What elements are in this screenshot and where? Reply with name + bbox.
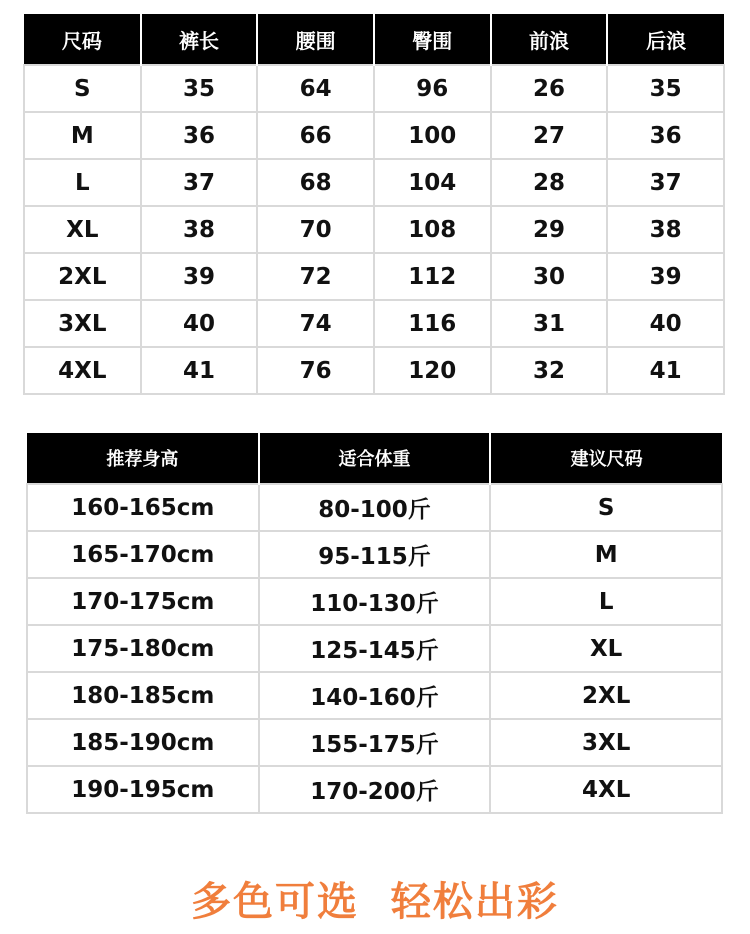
cell-size: 2XL [24, 253, 141, 300]
cell-back-rise: 36 [607, 112, 724, 159]
cell-weight: 125-145斤 [259, 625, 491, 672]
cell-size: XL [24, 206, 141, 253]
cell-suggested-size: 2XL [490, 672, 722, 719]
header-suitable-weight: 适合体重 [259, 433, 491, 484]
cell-pant-length: 35 [141, 65, 258, 112]
cell-pant-length: 40 [141, 300, 258, 347]
table-row [24, 347, 724, 394]
cell-height: 165-170cm [27, 531, 259, 578]
cell-waist: 70 [257, 206, 374, 253]
table-row [24, 65, 724, 112]
cell-front-rise: 31 [491, 300, 608, 347]
slogan-text: 多色可选 轻松出彩 [191, 879, 559, 925]
cell-size: L [24, 159, 141, 206]
table-row [27, 531, 722, 578]
cell-height: 170-175cm [27, 578, 259, 625]
cell-hip: 104 [374, 159, 491, 206]
cell-height: 190-195cm [27, 766, 259, 813]
cell-size: M [24, 112, 141, 159]
cell-hip: 112 [374, 253, 491, 300]
table-row [24, 300, 724, 347]
table-row [24, 206, 724, 253]
cell-waist: 66 [257, 112, 374, 159]
header-back-rise: 后浪 [607, 14, 724, 65]
table-row [27, 672, 722, 719]
cell-height: 185-190cm [27, 719, 259, 766]
cell-hip: 120 [374, 347, 491, 394]
table-row [27, 484, 722, 531]
rec-table-header-row [27, 433, 722, 484]
cell-back-rise: 41 [607, 347, 724, 394]
cell-pant-length: 38 [141, 206, 258, 253]
cell-height: 160-165cm [27, 484, 259, 531]
size-table-header-row [24, 14, 724, 65]
cell-front-rise: 27 [491, 112, 608, 159]
cell-pant-length: 37 [141, 159, 258, 206]
cell-waist: 74 [257, 300, 374, 347]
table-row [27, 578, 722, 625]
size-measurement-table [23, 14, 725, 395]
header-size: 尺码 [24, 14, 141, 65]
cell-weight: 95-115斤 [259, 531, 491, 578]
cell-suggested-size: XL [490, 625, 722, 672]
cell-suggested-size: 3XL [490, 719, 722, 766]
header-recommended-height: 推荐身高 [27, 433, 259, 484]
cell-waist: 72 [257, 253, 374, 300]
cell-front-rise: 28 [491, 159, 608, 206]
cell-back-rise: 40 [607, 300, 724, 347]
header-waist: 腰围 [257, 14, 374, 65]
table-row [24, 112, 724, 159]
cell-hip: 100 [374, 112, 491, 159]
header-pant-length: 裤长 [141, 14, 258, 65]
size-recommendation-table [26, 433, 723, 814]
cell-weight: 155-175斤 [259, 719, 491, 766]
table-row [24, 253, 724, 300]
cell-pant-length: 39 [141, 253, 258, 300]
table-row [24, 159, 724, 206]
cell-back-rise: 37 [607, 159, 724, 206]
cell-back-rise: 39 [607, 253, 724, 300]
cell-weight: 170-200斤 [259, 766, 491, 813]
cell-suggested-size: L [490, 578, 722, 625]
cell-hip: 116 [374, 300, 491, 347]
cell-back-rise: 38 [607, 206, 724, 253]
cell-weight: 140-160斤 [259, 672, 491, 719]
cell-back-rise: 35 [607, 65, 724, 112]
cell-size: S [24, 65, 141, 112]
cell-pant-length: 41 [141, 347, 258, 394]
cell-waist: 76 [257, 347, 374, 394]
cell-front-rise: 29 [491, 206, 608, 253]
table-row [27, 719, 722, 766]
table-row [27, 625, 722, 672]
cell-waist: 68 [257, 159, 374, 206]
cell-suggested-size: S [490, 484, 722, 531]
cell-hip: 96 [374, 65, 491, 112]
table-row [27, 766, 722, 813]
cell-size: 3XL [24, 300, 141, 347]
header-front-rise: 前浪 [491, 14, 608, 65]
header-suggested-size: 建议尺码 [490, 433, 722, 484]
cell-front-rise: 26 [491, 65, 608, 112]
cell-waist: 64 [257, 65, 374, 112]
cell-hip: 108 [374, 206, 491, 253]
cell-front-rise: 30 [491, 253, 608, 300]
header-hip: 臀围 [374, 14, 491, 65]
cell-weight: 80-100斤 [259, 484, 491, 531]
cell-height: 180-185cm [27, 672, 259, 719]
cell-front-rise: 32 [491, 347, 608, 394]
cell-weight: 110-130斤 [259, 578, 491, 625]
cell-height: 175-180cm [27, 625, 259, 672]
cell-pant-length: 36 [141, 112, 258, 159]
cell-suggested-size: 4XL [490, 766, 722, 813]
cell-suggested-size: M [490, 531, 722, 578]
cell-size: 4XL [24, 347, 141, 394]
